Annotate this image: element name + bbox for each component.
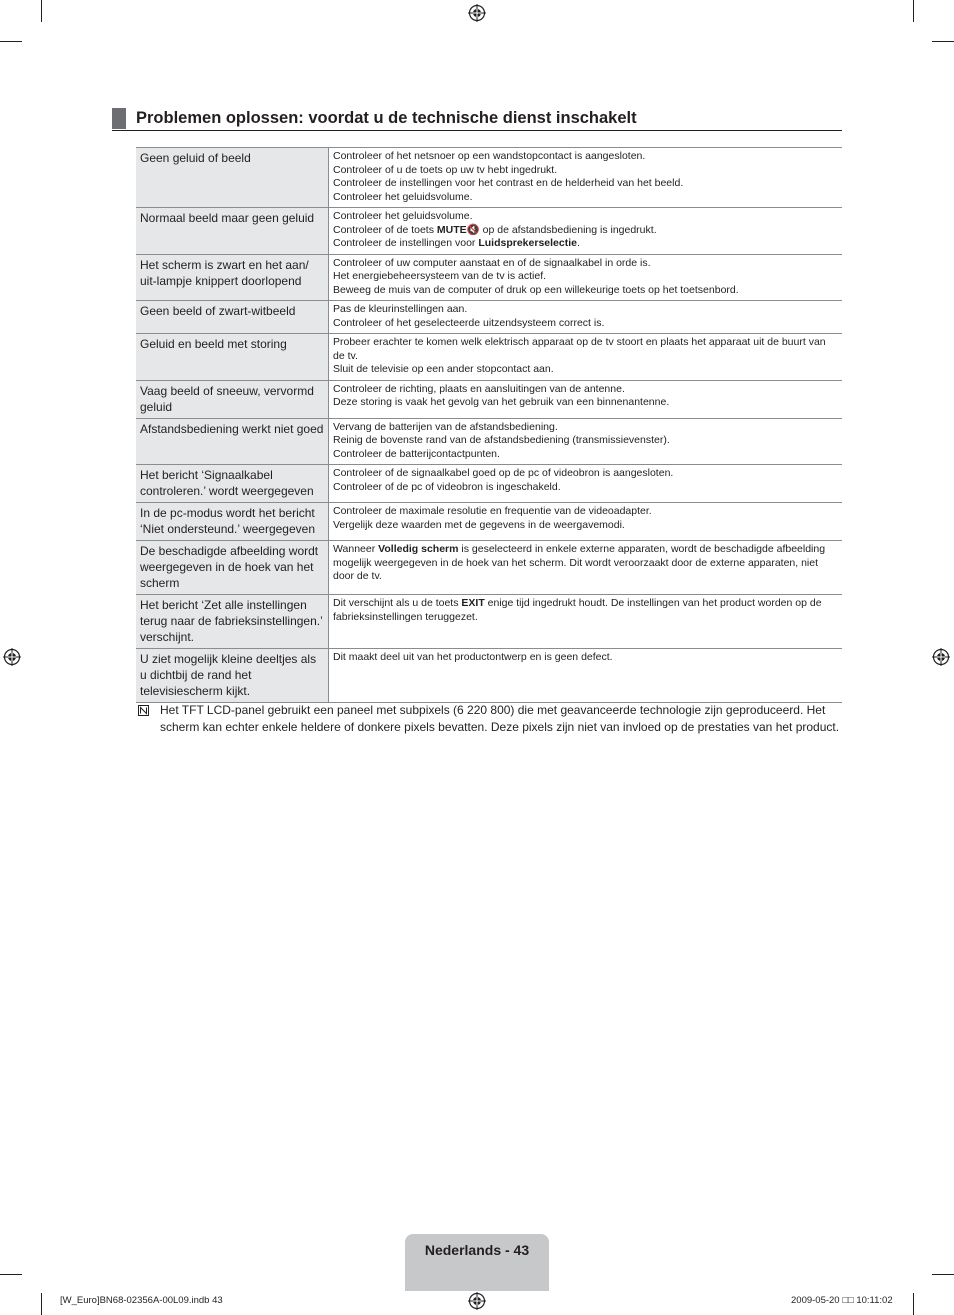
solution-cell: [329, 334, 843, 381]
troubleshooting-table-body: [136, 148, 842, 703]
solution-line: Beweeg de muis van de computer of druk op een willekeurige toets op het toetsenbord.: [333, 283, 739, 296]
problem-cell: Normaal beeld maar geen geluid: [136, 208, 329, 255]
solution-line: Controleer de instellingen voor Luidsprekerselectie.: [333, 237, 580, 249]
table-row: [136, 541, 842, 595]
section-header: [112, 108, 842, 131]
solution-cell: [329, 649, 843, 703]
table-row: [136, 418, 842, 465]
table-row: [136, 208, 842, 255]
table-row: [136, 649, 842, 703]
solution-line: Controleer of het netsnoer op een wandstopcontact is aangesloten.: [333, 150, 646, 162]
table-row: [136, 334, 842, 381]
solution-line: Vervang de batterijen van de afstandsbediening.: [333, 420, 558, 433]
note-text: Het TFT LCD-panel gebruikt een paneel met subpixels (6 220 800) die met geavanceerde technologie zijn geproduceerd. Het scherm kan echter enkele heldere of donkere pixels bevatten. Deze pixels zijn niet van invloed op de prestaties van het product.: [160, 703, 840, 734]
solution-line: Controleer of de pc of videobron is ingeschakeld.: [333, 480, 561, 493]
problem-cell: In de pc-modus wordt het bericht ‘Niet ondersteund.’ weergegeven: [136, 503, 329, 541]
imprint-timestamp: 2009-05-20 □□ 10:11:02: [791, 1295, 893, 1306]
solution-line: Controleer of u de toets op uw tv hebt ingedrukt.: [333, 163, 558, 176]
problem-cell: U ziet mogelijk kleine deeltjes als u dichtbij de rand het televisiescherm kijkt.: [136, 649, 329, 703]
solution-line: Dit verschijnt als u de toets EXIT enige tijd ingedrukt houdt. De instellingen van het product worden op de fabrieksinstellingen teruggezet.: [333, 597, 822, 623]
solution-line: Wanneer Volledig scherm is geselecteerd in enkele externe apparaten, wordt de beschadigde afbeelding mogelijk weergegeven in de hoek van het scherm. Dit wordt veroorzaakt door de externe apparaten, niet door de tv.: [333, 543, 826, 582]
table-row: [136, 465, 842, 503]
crop-mark: [41, 1293, 42, 1315]
solution-cell: [329, 208, 843, 255]
page-number-label: Nederlands - 43: [424, 1242, 530, 1258]
solution-line: Controleer het geluidsvolume.: [333, 210, 473, 222]
table-row: [136, 148, 842, 208]
registration-mark-icon: [468, 1292, 486, 1310]
crop-mark: [932, 41, 954, 42]
crop-mark: [41, 0, 42, 22]
solution-cell: [329, 465, 843, 503]
registration-mark-icon: [932, 648, 950, 666]
page-footer-tab: [405, 1234, 549, 1291]
solution-line: Controleer de instellingen voor het contrast en de helderheid van het beeld.: [333, 177, 684, 189]
crop-mark: [932, 1274, 954, 1275]
solution-line: Vergelijk deze waarden met de gegevens in de weergavemodi.: [333, 518, 625, 531]
page-title: Problemen oplossen: voordat u de technische dienst inschakelt: [136, 109, 637, 127]
problem-cell: Het bericht ‘Signaalkabel controleren.’ wordt weergegeven: [136, 465, 329, 503]
solution-line: Sluit de televisie op een ander stopcontact aan.: [333, 363, 554, 375]
crop-mark: [913, 0, 914, 22]
problem-cell: Vaag beeld of sneeuw, vervormd geluid: [136, 380, 329, 418]
table-row: [136, 503, 842, 541]
solution-line: Controleer of de signaalkabel goed op de pc of videobron is aangesloten.: [333, 467, 674, 479]
solution-line: Pas de kleurinstellingen aan.: [333, 303, 468, 315]
solution-line: Het energiebeheersysteem van de tv is actief.: [333, 270, 547, 282]
problem-cell: Afstandsbediening werkt niet goed: [136, 418, 329, 465]
crop-mark: [0, 41, 22, 42]
solution-cell: [329, 301, 843, 334]
problem-cell: Geen beeld of zwart-witbeeld: [136, 301, 329, 334]
solution-line: Probeer erachter te komen welk elektrisch apparaat op de tv stoort en plaats het apparaat uit de buurt van de tv.: [333, 336, 826, 362]
solution-line: Controleer de batterijcontactpunten.: [333, 447, 500, 460]
solution-cell: [329, 380, 843, 418]
problem-cell: Geluid en beeld met storing: [136, 334, 329, 381]
table-row: [136, 380, 842, 418]
crop-mark: [913, 1293, 914, 1315]
solution-cell: [329, 503, 843, 541]
solution-line: Controleer of de toets MUTE🔇 op de afstandsbediening is ingedrukt.: [333, 223, 657, 236]
problem-cell: Het bericht ‘Zet alle instellingen terug naar de fabrieksinstellingen.’ verschijnt.: [136, 595, 329, 649]
solution-cell: [329, 148, 843, 208]
crop-mark: [0, 1274, 22, 1275]
title-marker-icon: [112, 108, 126, 129]
solution-cell: [329, 254, 843, 301]
solution-line: Dit maakt deel uit van het productontwerp en is geen defect.: [333, 651, 613, 663]
table-row: [136, 301, 842, 334]
solution-cell: [329, 595, 843, 649]
solution-line: Controleer de maximale resolutie en frequentie van de videoadapter.: [333, 505, 652, 517]
solution-line: Controleer of uw computer aanstaat en of de signaalkabel in orde is.: [333, 256, 651, 269]
problem-cell: Het scherm is zwart en het aan/ uit-lampje knippert doorlopend: [136, 254, 329, 301]
solution-line: Controleer het geluidsvolume.: [333, 190, 473, 203]
table-row: [136, 595, 842, 649]
problem-cell: Geen geluid of beeld: [136, 148, 329, 208]
solution-line: Controleer of het geselecteerde uitzendsysteem correct is.: [333, 316, 605, 329]
troubleshooting-table: [136, 147, 842, 703]
registration-mark-icon: [3, 648, 21, 666]
solution-cell: [329, 541, 843, 595]
problem-cell: De beschadigde afbeelding wordt weergegeven in de hoek van het scherm: [136, 541, 329, 595]
solution-cell: [329, 418, 843, 465]
registration-mark-icon: [468, 4, 486, 22]
solution-line: Controleer de richting, plaats en aansluitingen van de antenne.: [333, 382, 625, 395]
note-icon: [138, 704, 149, 715]
imprint-filename: [W_Euro]BN68-02356A-00L09.indb 43: [60, 1295, 223, 1306]
solution-line: Reinig de bovenste rand van de afstandsbediening (transmissievenster).: [333, 434, 670, 446]
solution-line: Deze storing is vaak het gevolg van het gebruik van een binnenantenne.: [333, 396, 670, 408]
table-row: [136, 254, 842, 301]
